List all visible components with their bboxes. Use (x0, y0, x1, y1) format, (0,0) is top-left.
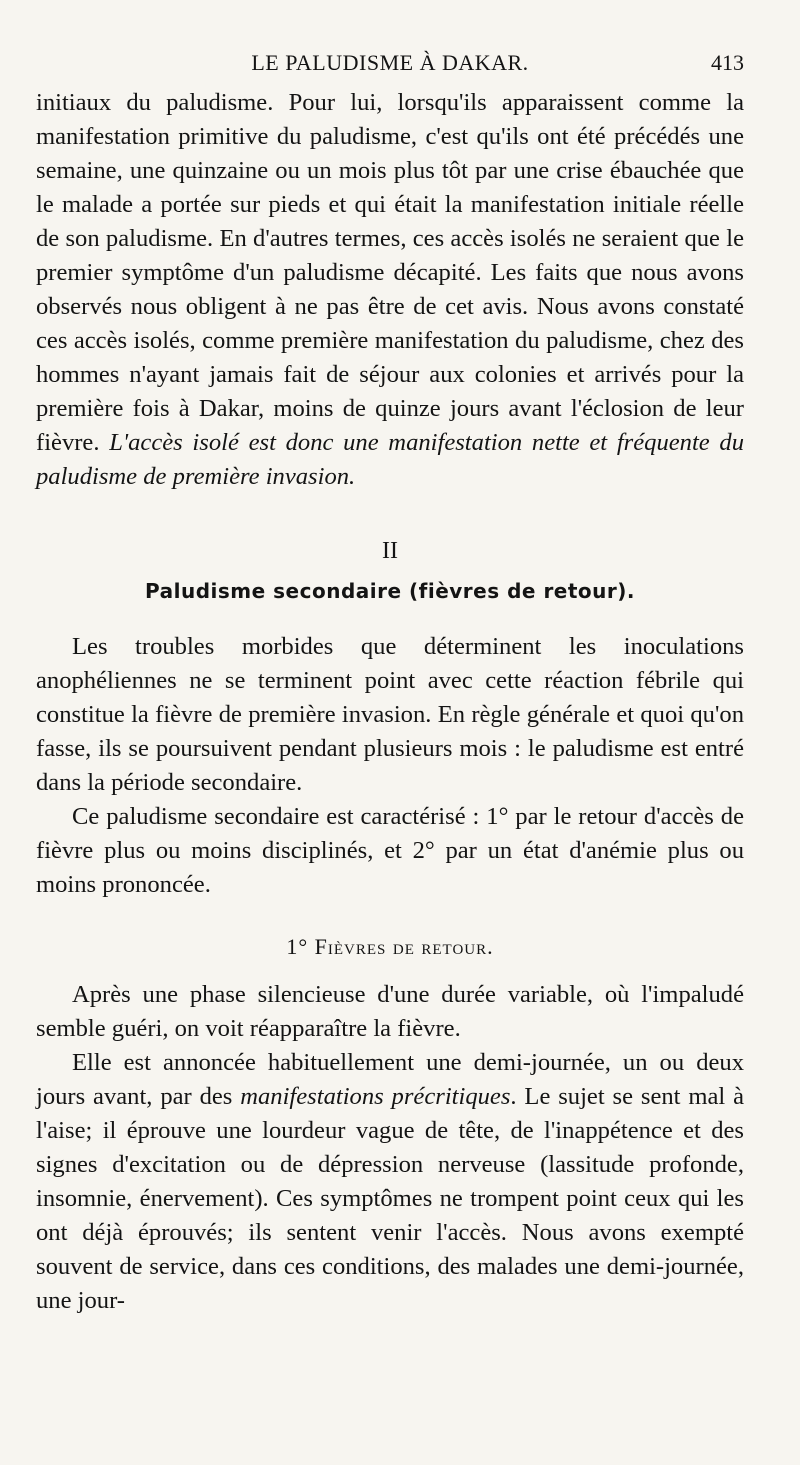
subsection-title: 1° Fièvres de retour. (286, 934, 494, 959)
section-paragraph-2: Ce paludisme secondaire est caractérisé : 1° par le retour d'accès de fièvre plus ou moins disciplinés, et 2° par un état d'anémie plus ou moins prononcée. (36, 803, 744, 898)
body-text (36, 86, 744, 1318)
intro-paragraph-text: initiaux du paludisme. Pour lui, lorsqu'ils apparaissent comme la manifestation primitive du paludisme, c'est qu'ils ont été précédés une semaine, une quinzaine ou un mois plus tôt par une crise ébauchée que le malade a portée sur pieds et qui était la manifestation initiale réelle de son paludisme. En d'autres termes, ces accès isolés ne seraient que le premier symptôme d'un paludisme décapité. Les faits que nous avons observés nous obligent à ne pas être de cet avis. Nous avons constaté ces accès isolés, comme première manifestation du paludisme, chez des hommes n'ayant jamais fait de séjour aux colonies et arrivés pour la première fois à Dakar, moins de quinze jours avant l'éclosion de leur fièvre. (36, 89, 744, 456)
section-title: Paludisme secondaire (fièvres de retour). (144, 579, 636, 603)
intro-paragraph-italic-conclusion: L'accès isolé est donc une manifestation nette et fréquente du paludisme de première invasion. (36, 429, 744, 490)
page-header (36, 48, 744, 84)
subsection-paragraph-1: Après une phase silencieuse d'une durée variable, où l'impaludé semble guéri, on voit réapparaître la fièvre. (36, 981, 744, 1042)
intro-paragraph (36, 86, 744, 494)
section-number: II (382, 538, 398, 564)
subsection-paragraph-2-start: Elle est annoncée habituellement une demi-journée, un ou deux jours avant, par des (36, 1049, 744, 1110)
page-number: 413 (711, 50, 744, 75)
subsection-paragraph-2 (36, 1046, 744, 1318)
subsection-paragraph-2-end: . Le sujet se sent mal à l'aise; il éprouve une lourdeur vague de tête, de l'inappétence et des signes d'excitation ou de dépression nerveuse (lassitude profonde, insomnie, énervement). Ces symptômes ne trompent point ceux qui les ont déjà éprouvés; ils sentent venir l'accès. Nous avons exempté souvent de service, dans ces conditions, des malades une demi-journée, une jour- (36, 1083, 745, 1314)
section-paragraph-1: Les troubles morbides que déterminent les inoculations anophéliennes ne se terminent point avec cette réaction fébrile qui constitue la fièvre de première invasion. En règle générale et quoi qu'on fasse, ils se poursuivent pendant plusieurs mois : le paludisme est entré dans la période secondaire. (36, 633, 744, 796)
running-title: LE PALUDISME À DAKAR. (251, 50, 529, 75)
subsection-paragraph-2-italic: manifestations précritiques (240, 1083, 511, 1110)
